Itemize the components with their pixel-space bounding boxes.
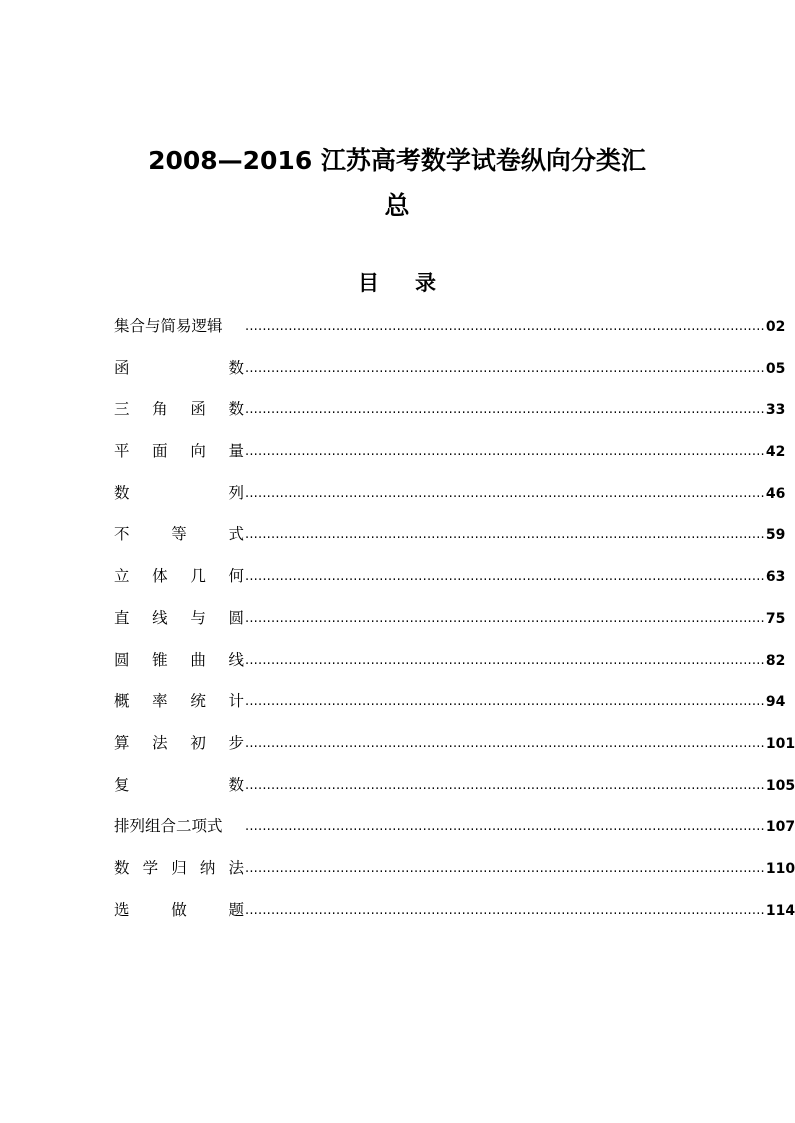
toc-entry-page-number: 63 (765, 569, 786, 586)
toc-entry-label: 复 数 (114, 775, 244, 794)
toc-leader-dots: ........................................................................................................................ (245, 444, 765, 460)
toc-leader-dots: ........................................................................................................................ (245, 527, 765, 543)
toc-entry (114, 770, 795, 812)
toc-entry-page-number: 75 (765, 610, 786, 627)
toc-leader-dots: ........................................................................................................................ (245, 694, 765, 710)
toc-heading-char-1: 目 (358, 271, 379, 295)
toc-entry (114, 728, 795, 770)
toc-heading (0, 268, 794, 298)
toc-entry-label: 平 面 向 量 (114, 442, 244, 461)
toc-entry (114, 353, 786, 395)
toc-entry-label: 排列组合二项式 (114, 817, 223, 836)
toc-entry-label: 数 学 归 纳 法 (114, 858, 244, 877)
toc-leader-dots: ........................................................................................................................ (245, 902, 765, 918)
toc-entry-label: 函 数 (114, 358, 244, 377)
toc-entry-page-number: 33 (765, 402, 786, 419)
toc-entry (114, 436, 786, 478)
toc-entry (114, 895, 795, 937)
toc-entry-page-number: 82 (765, 652, 786, 669)
toc-entry-label: 不 等 式 (114, 525, 244, 544)
toc-entry (114, 603, 786, 645)
document-title (0, 138, 794, 228)
toc-entry (114, 311, 786, 353)
toc-entry-label: 集合与简易逻辑 (114, 317, 223, 335)
toc-leader-dots: ........................................................................................................................ (245, 402, 765, 418)
toc-entry-page-number: 114 (765, 902, 795, 919)
toc-entry-label: 三 角 函 数 (114, 400, 244, 419)
toc-entry-page-number: 59 (765, 527, 786, 544)
toc-entry-page-number: 110 (765, 860, 795, 877)
toc-leader-dots: ........................................................................................................................ (245, 360, 765, 376)
toc-entry (114, 853, 795, 895)
toc-leader-dots: ........................................................................................................................ (245, 319, 765, 334)
toc-leader-dots: ........................................................................................................................ (245, 860, 765, 876)
toc-leader-dots: ........................................................................................................................ (245, 569, 765, 585)
toc-leader-dots: ........................................................................................................................ (245, 819, 765, 835)
toc-leader-dots: ........................................................................................................................ (245, 652, 765, 668)
toc-entry (114, 478, 786, 520)
toc-entry-label: 圆 锥 曲 线 (114, 650, 244, 669)
toc-entry (114, 519, 786, 561)
document-title-line-1: 2008—2016 江苏高考数学试卷纵向分类汇 (148, 146, 646, 175)
toc-entry (114, 561, 786, 603)
toc-entry-page-number: 02 (765, 319, 786, 335)
toc-leader-dots: ........................................................................................................................ (245, 735, 765, 751)
toc-entry-page-number: 94 (765, 694, 786, 711)
toc-heading-char-2: 录 (415, 271, 436, 295)
toc-entry-page-number: 101 (765, 735, 795, 752)
toc-entry-label: 数 列 (114, 483, 244, 502)
toc-leader-dots: ........................................................................................................................ (245, 777, 765, 793)
toc-entry-label: 概 率 统 计 (114, 692, 244, 711)
toc-entry-page-number: 05 (765, 360, 786, 377)
toc-entry-page-number: 42 (765, 444, 786, 461)
toc-entry-label: 算 法 初 步 (114, 733, 244, 752)
document-title-line-2: 总 (384, 191, 410, 220)
toc-entry-page-number: 105 (765, 777, 795, 794)
toc-entry-page-number: 46 (765, 485, 786, 502)
toc-entry (114, 394, 786, 436)
toc-entry (114, 645, 786, 687)
toc-entry-label: 直 线 与 圆 (114, 608, 244, 627)
toc-leader-dots: ........................................................................................................................ (245, 610, 765, 626)
toc-leader-dots: ........................................................................................................................ (245, 485, 765, 501)
toc-entry-page-number: 107 (765, 819, 795, 836)
toc-entry (114, 811, 795, 853)
toc-entry-label: 选 做 题 (114, 900, 244, 919)
table-of-contents (114, 311, 795, 936)
toc-entry (114, 686, 786, 728)
toc-entry-label: 立 体 几 何 (114, 567, 244, 586)
